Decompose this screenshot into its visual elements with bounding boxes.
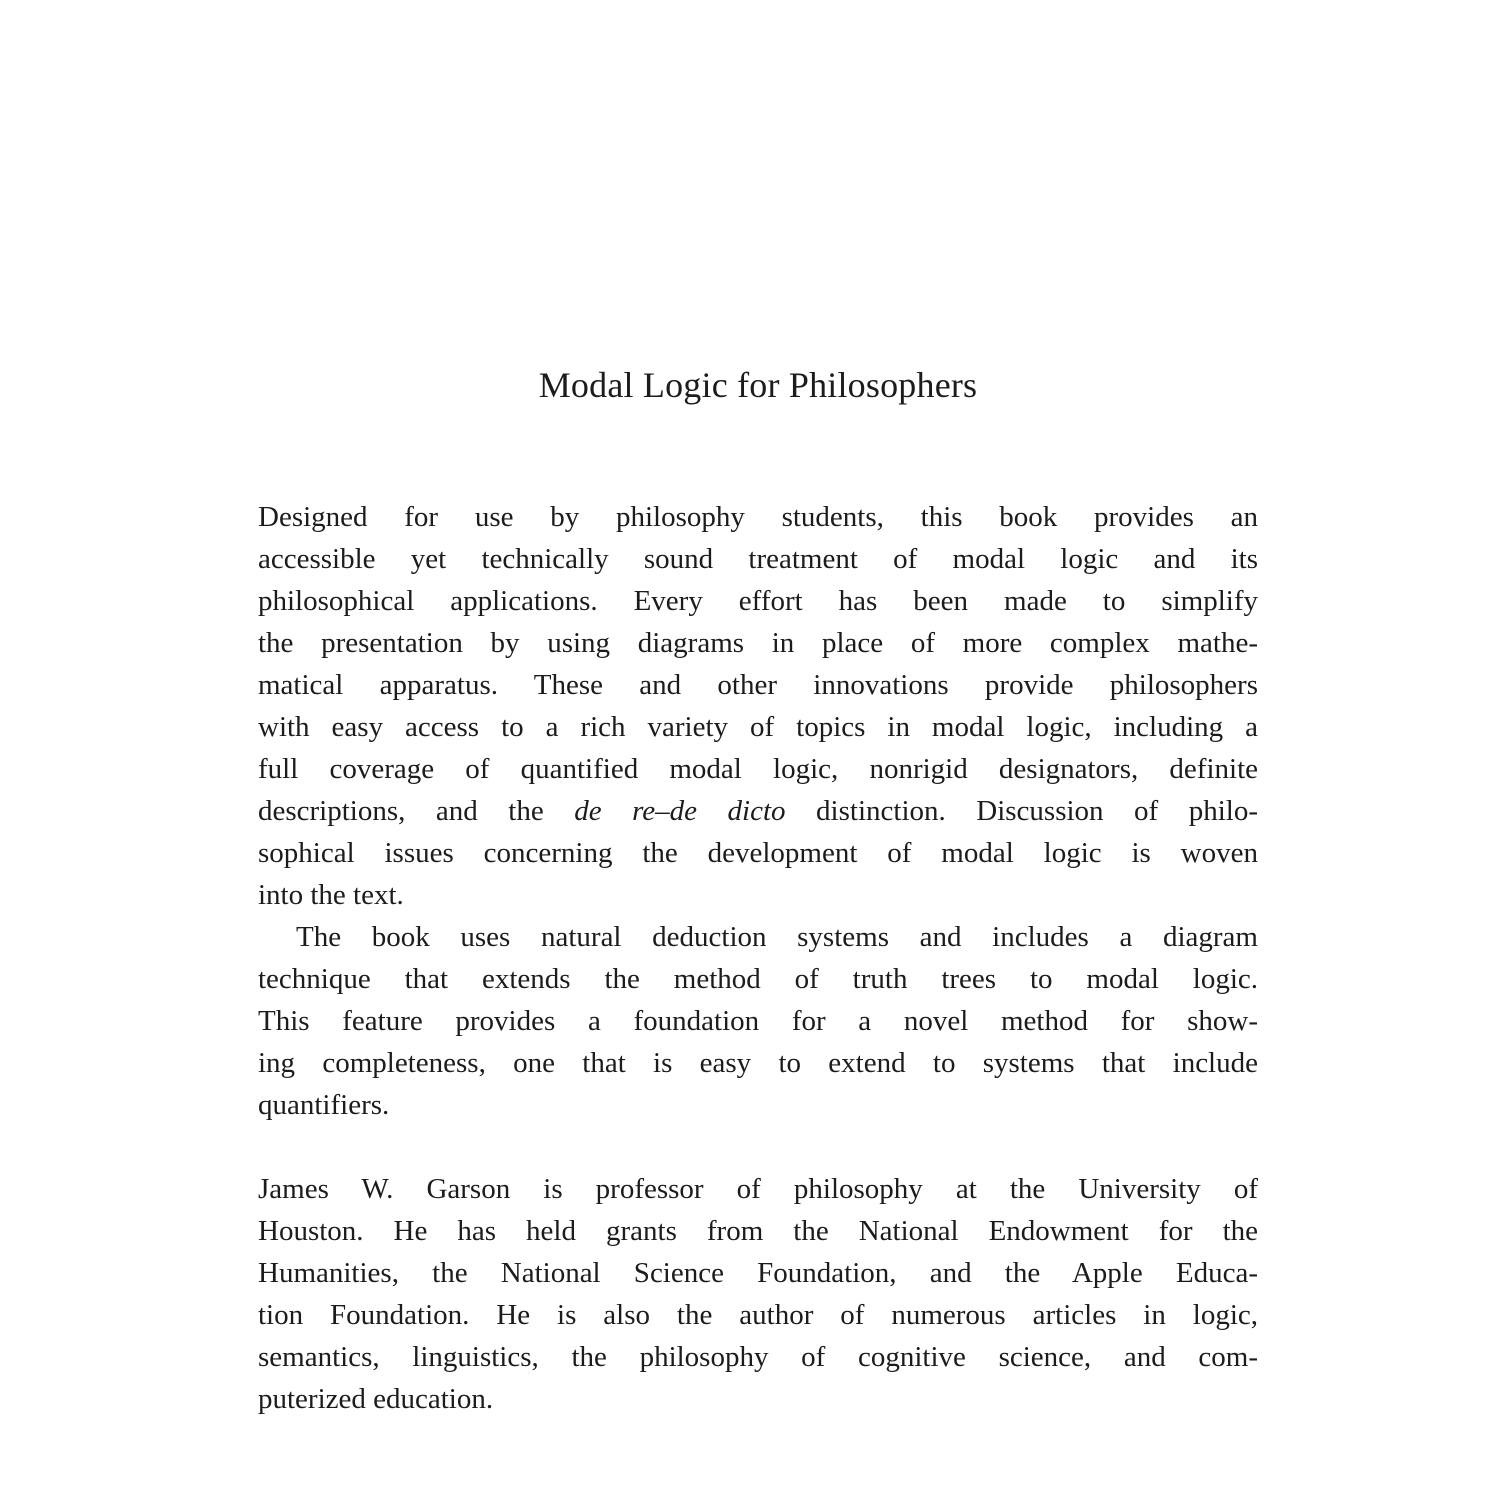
text-line: [258, 622, 1258, 664]
text-segment: puterized education.: [258, 1383, 494, 1415]
text-line: [258, 832, 1258, 874]
text-line: [258, 1378, 1258, 1420]
text-line: [258, 580, 1258, 622]
text-segment: philosophical applications. Every effort has been made to simplify: [258, 585, 1258, 617]
text-segment: semantics, linguistics, the philosophy of cognitive science, and com-: [258, 1341, 1258, 1373]
text-line: [258, 748, 1258, 790]
text-line: [258, 1000, 1258, 1042]
text-segment: matical apparatus. These and other innovations provide philosophers: [258, 669, 1258, 701]
text-line: [258, 538, 1258, 580]
text-line: [258, 1252, 1258, 1294]
text-line: [258, 958, 1258, 1000]
text-segment: ing completeness, one that is easy to extend to systems that include: [258, 1047, 1258, 1079]
text-line: [258, 1042, 1258, 1084]
paragraph: [258, 916, 1258, 1126]
text-line: [258, 874, 1258, 916]
text-line: [258, 1336, 1258, 1378]
text-segment: into the text.: [258, 879, 404, 911]
text-segment: full coverage of quantified modal logic, nonrigid designators, definite: [258, 753, 1258, 785]
text-segment: sophical issues concerning the development of modal logic is woven: [258, 837, 1258, 869]
text-segment: James W. Garson is professor of philosophy at the University of: [258, 1173, 1258, 1205]
text-segment: with easy access to a rich variety of topics in modal logic, including a: [258, 711, 1258, 743]
paragraph: [258, 496, 1258, 916]
text-segment: descriptions, and the: [258, 795, 575, 827]
text-segment: Designed for use by philosophy students, this book provides an: [258, 501, 1258, 533]
text-segment: Humanities, the National Science Foundation, and the Apple Educa-: [258, 1257, 1258, 1289]
text-segment: technique that extends the method of truth trees to modal logic.: [258, 963, 1258, 995]
text-segment: distinction. Discussion of philo-: [785, 795, 1258, 827]
text-line: [258, 1084, 1258, 1126]
text-segment: accessible yet technically sound treatment of modal logic and its: [258, 543, 1258, 575]
body-paragraphs: [258, 496, 1258, 1420]
text-line: [258, 496, 1258, 538]
text-segment: This feature provides a foundation for a novel method for show-: [258, 1005, 1258, 1037]
text-segment: The book uses natural deduction systems and includes a diagram: [296, 921, 1258, 953]
text-segment: Houston. He has held grants from the National Endowment for the: [258, 1215, 1258, 1247]
text-line: [258, 706, 1258, 748]
text-line: [258, 790, 1258, 832]
text-line: [258, 1210, 1258, 1252]
text-segment: quantifiers.: [258, 1089, 390, 1121]
text-line: [258, 1168, 1258, 1210]
text-line: [258, 1294, 1258, 1336]
page-title: Modal Logic for Philosophers: [538, 365, 978, 405]
text-line: [258, 916, 1258, 958]
paragraph: [258, 1168, 1258, 1420]
italic-phrase: de re–de dicto: [574, 795, 786, 827]
text-segment: tion Foundation. He is also the author of numerous articles in logic,: [258, 1299, 1258, 1331]
text-line: [258, 664, 1258, 706]
text-segment: the presentation by using diagrams in place of more complex mathe-: [258, 627, 1258, 659]
